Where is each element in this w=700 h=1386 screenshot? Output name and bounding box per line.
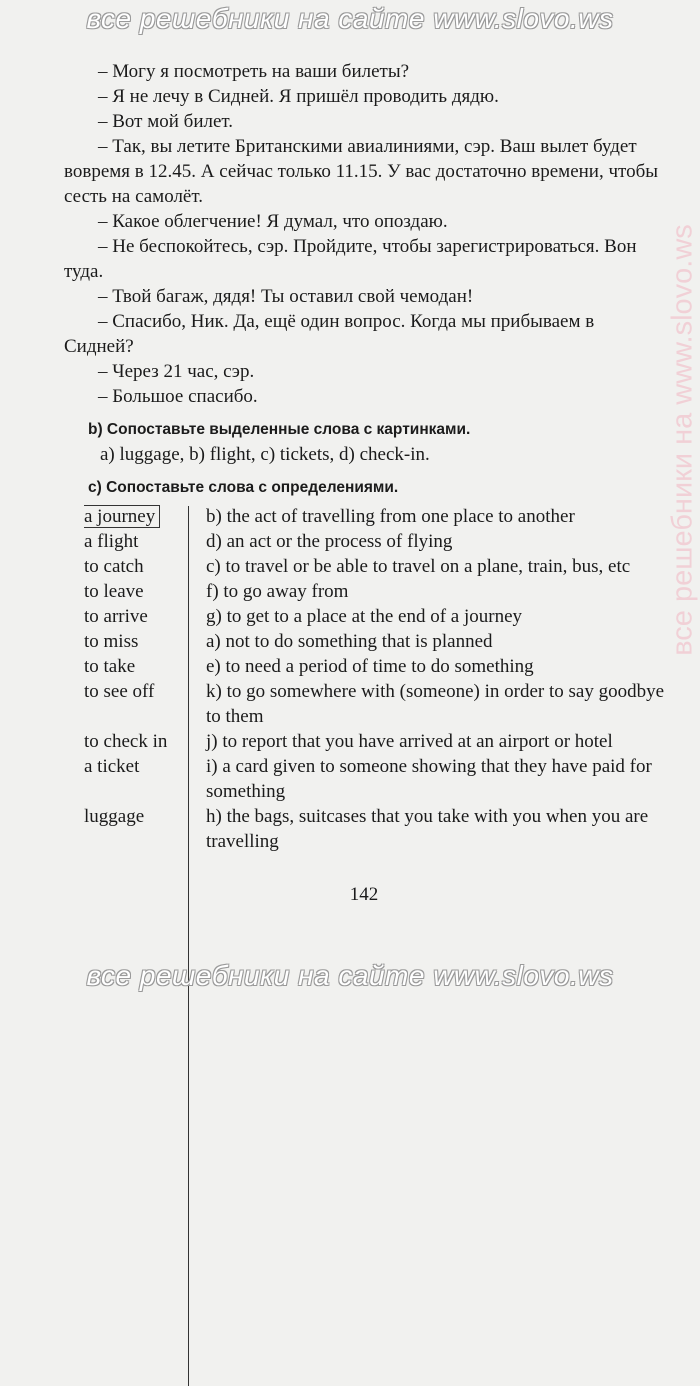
page-content — [64, 59, 664, 907]
term-cell: a ticket — [84, 756, 140, 777]
definition-cell: c) to travel or be able to travel on a plane, train, bus, etc — [206, 556, 631, 577]
task-c-title: c) Сопоставьте слова с определениями. — [88, 479, 399, 496]
table-row — [64, 654, 664, 679]
watermark-banner-top: все решебники на сайте www.slovo.ws — [86, 3, 614, 34]
dialogue-line: – Большое спасибо. — [98, 386, 258, 407]
dialogue-line: – Я не лечу в Сидней. Я пришёл проводить дядю. — [98, 86, 499, 107]
definition-cell: e) to need a period of time to do something — [206, 656, 534, 677]
definition-cell: h) the bags, suitcases that you take with you when you are travelling — [206, 806, 649, 852]
table-row — [64, 729, 664, 754]
matching-table — [64, 504, 664, 854]
definition-cell: d) an act or the process of flying — [206, 531, 453, 552]
term-cell: to arrive — [84, 606, 148, 627]
dialogue-line: – Какое облегчение! Я думал, что опоздаю. — [98, 211, 448, 232]
definition-cell: g) to get to a place at the end of a journey — [206, 606, 523, 627]
definition-cell: i) a card given to someone showing that they have paid for something — [206, 756, 652, 802]
dialogue-line: – Твой багаж, дядя! Ты оставил свой чемодан! — [98, 286, 474, 307]
watermark-vertical: все решебники на www.slovo.ws — [666, 224, 699, 656]
dialogue — [64, 59, 664, 409]
term-cell: to leave — [84, 581, 144, 602]
table-row — [64, 604, 664, 629]
term-cell: a journey — [64, 504, 188, 529]
task-b-answers: a) luggage, b) flight, c) tickets, d) check-in. — [100, 444, 430, 465]
dialogue-line: – Не беспокойтесь, сэр. Пройдите, чтобы зарегистрироваться. Вон туда. — [64, 236, 637, 282]
column-divider — [188, 506, 189, 1386]
table-row — [64, 579, 664, 604]
term-cell: to catch — [84, 556, 144, 577]
table-row — [64, 629, 664, 654]
table-row — [64, 754, 664, 804]
definition-cell: b) the act of travelling from one place to another — [206, 506, 575, 527]
table-row — [64, 804, 664, 854]
dialogue-line: – Вот мой билет. — [98, 111, 234, 132]
definition-cell: j) to report that you have arrived at an airport or hotel — [206, 731, 613, 752]
table-row — [64, 504, 664, 529]
page-number: 142 — [349, 884, 379, 905]
table-row — [64, 529, 664, 554]
term-cell: to see off — [84, 681, 155, 702]
definition-cell: k) to go somewhere with (someone) in order to say goodbye to them — [206, 681, 665, 727]
dialogue-line: – Так, вы летите Британскими авиалиниями, сэр. Ваш вылет будет вовремя в 12.45. А сейчас только 11.15. У вас достаточно времени, чтобы сесть на самолёт. — [64, 136, 659, 207]
table-row — [64, 554, 664, 579]
task-b-title: b) Сопоставьте выделенные слова с картинками. — [88, 421, 471, 438]
dialogue-line: – Спасибо, Ник. Да, ещё один вопрос. Когда мы прибываем в Сидней? — [64, 311, 595, 357]
watermark-banner-bottom: все решебники на сайте www.slovo.ws — [86, 960, 614, 991]
table-row — [64, 679, 664, 729]
dialogue-line: – Через 21 час, сэр. — [98, 361, 255, 382]
term-cell: to take — [84, 656, 136, 677]
definition-cell: a) not to do something that is planned — [206, 631, 493, 652]
term-cell: to check in — [84, 731, 168, 752]
definition-cell: f) to go away from — [206, 581, 349, 602]
term-cell: to miss — [84, 631, 139, 652]
dialogue-line: – Могу я посмотреть на ваши билеты? — [98, 61, 410, 82]
term-cell: luggage — [84, 806, 145, 827]
term-cell: a flight — [84, 531, 139, 552]
